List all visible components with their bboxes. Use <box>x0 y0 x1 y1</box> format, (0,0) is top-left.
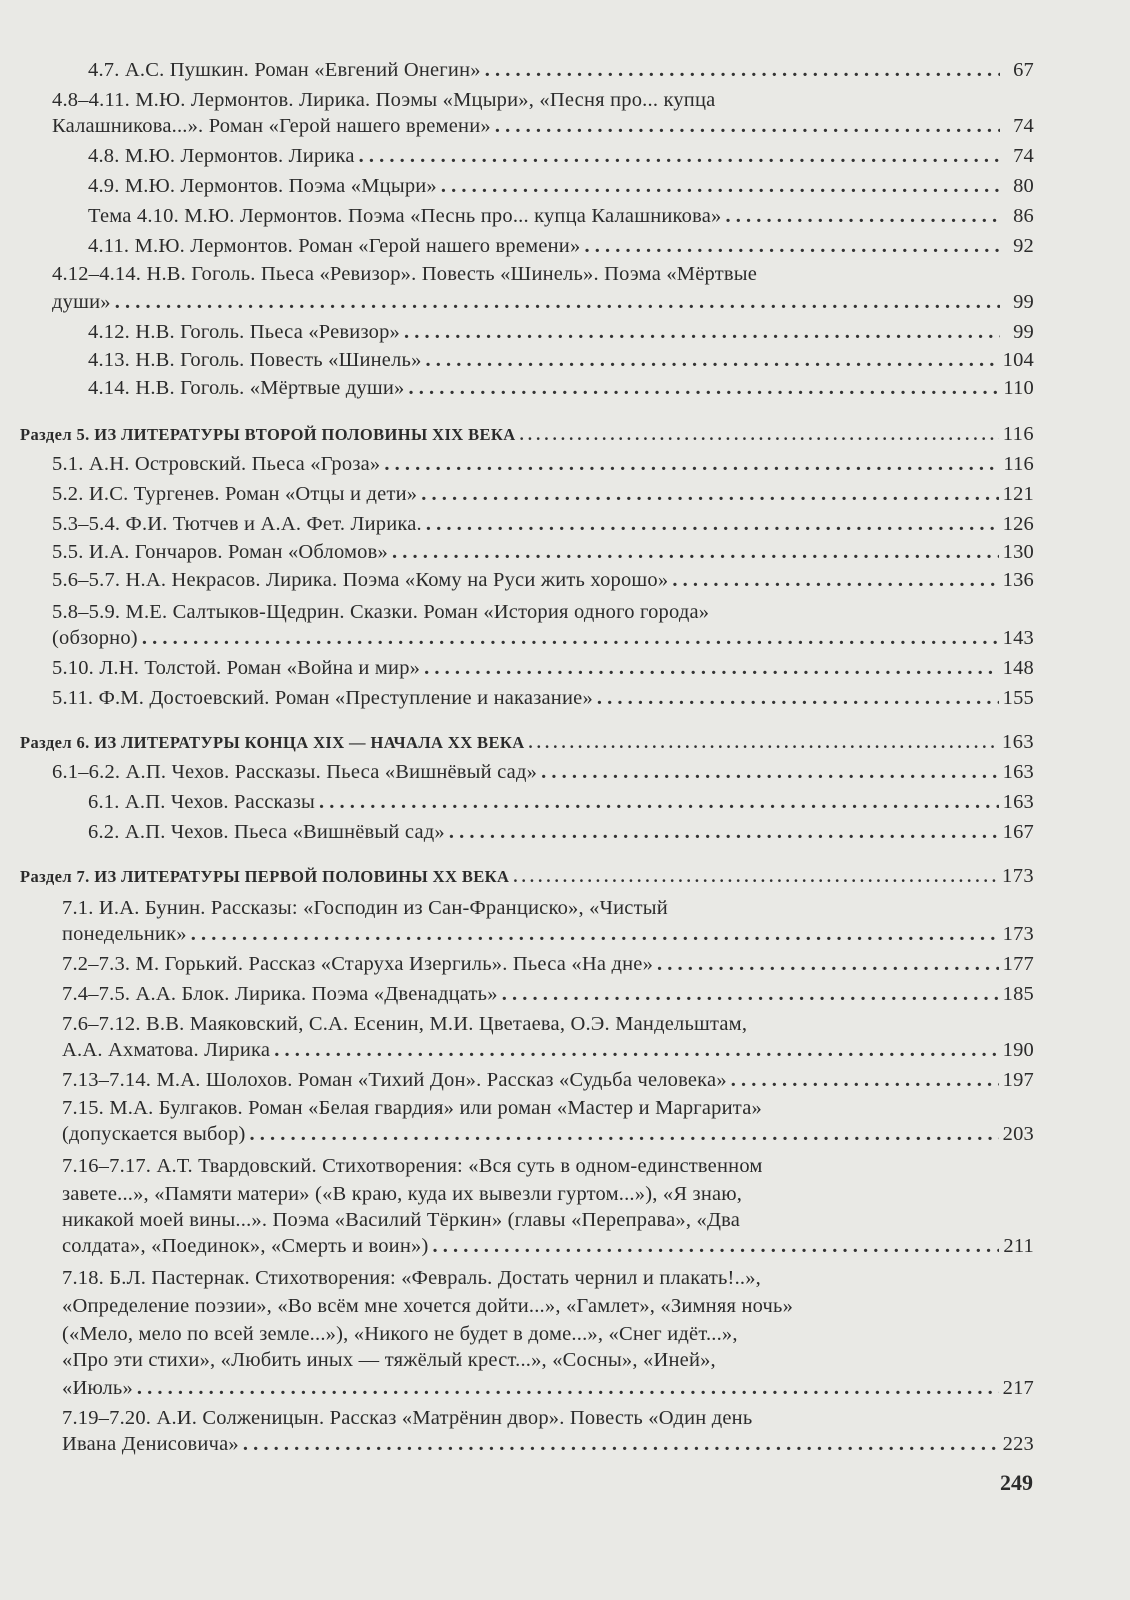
dot-leader <box>597 684 999 712</box>
toc-page-number: 110 <box>1003 377 1034 399</box>
toc-entry-title: 4.14. Н.В. Гоголь. «Мёртвые души» <box>88 377 405 399</box>
dot-leader <box>502 980 999 1008</box>
dot-leader <box>513 863 998 891</box>
toc-entry-title: «Июль» <box>62 1377 133 1399</box>
toc-entry[interactable] <box>62 1036 1034 1064</box>
toc-entry[interactable] <box>88 374 1034 402</box>
toc-page-number: 74 <box>1013 145 1034 167</box>
toc-page-number: 163 <box>1002 761 1034 783</box>
toc-entry-title-line[interactable]: «Про эти стихи», «Любить иных — тяжёлый крест...», «Сосны», «Иней», <box>62 1349 716 1371</box>
toc-entry-title: 7.2–7.3. М. Горький. Рассказ «Старуха Изергиль». Пьеса «На дне» <box>62 953 654 975</box>
dot-leader <box>115 288 1000 316</box>
dot-leader <box>725 202 1000 230</box>
toc-entry[interactable] <box>52 624 1034 652</box>
toc-entry-title: А.А. Ахматова. Лирика <box>62 1039 271 1061</box>
toc-section-title: Раздел 7. ИЗ ЛИТЕРАТУРЫ ПЕРВОЙ ПОЛОВИНЫ XX ВЕКА <box>20 867 510 886</box>
toc-entry-title-line[interactable]: «Определение поэзии», «Во всём мне хочется дойти...», «Гамлет», «Зимняя ночь» <box>62 1295 794 1317</box>
toc-entry[interactable] <box>88 142 1034 170</box>
dot-leader <box>142 624 999 652</box>
toc-entry[interactable] <box>88 56 1034 84</box>
dot-leader <box>672 566 998 594</box>
toc-entry-title-line[interactable]: 7.1. И.А. Бунин. Рассказы: «Господин из Сан-Франциско», «Чистый <box>62 897 668 919</box>
toc-entry[interactable] <box>62 1066 1034 1094</box>
toc-section-heading[interactable] <box>20 420 1034 449</box>
dot-leader <box>657 950 999 978</box>
toc-page-number: 173 <box>1002 923 1034 945</box>
dot-leader <box>191 920 999 948</box>
toc-page-number: 197 <box>1002 1069 1034 1091</box>
dot-leader <box>584 232 1000 260</box>
toc-entry-title: 7.13–7.14. М.А. Шолохов. Роман «Тихий Дон». Рассказ «Судьба человека» <box>62 1069 727 1091</box>
dot-leader <box>319 788 999 816</box>
toc-entry[interactable] <box>88 788 1034 816</box>
toc-entry-title: 5.2. И.С. Тургенев. Роман «Отцы и дети» <box>52 483 418 505</box>
toc-page-number: 80 <box>1013 175 1034 197</box>
toc-entry-title: Тема 4.10. М.Ю. Лермонтов. Поэма «Песнь про... купца Калашникова» <box>88 205 722 227</box>
toc-entry-title: 5.11. Ф.М. Достоевский. Роман «Преступление и наказание» <box>52 687 593 709</box>
toc-page-number: 92 <box>1013 235 1034 257</box>
dot-leader <box>421 480 998 508</box>
toc-entry-title-line[interactable]: 7.19–7.20. А.И. Солженицын. Рассказ «Матрёнин двор». Повесть «Один день <box>62 1407 753 1429</box>
toc-entry-title: 4.7. А.С. Пушкин. Роман «Евгений Онегин» <box>88 59 481 81</box>
toc-entry[interactable] <box>52 288 1034 316</box>
dot-leader <box>449 818 999 846</box>
toc-entry[interactable] <box>88 818 1034 846</box>
dot-leader <box>441 172 1000 200</box>
toc-entry-title: 7.4–7.5. А.А. Блок. Лирика. Поэма «Двенадцать» <box>62 983 498 1005</box>
toc-entry-title: 4.8. М.Ю. Лермонтов. Лирика <box>88 145 355 167</box>
dot-leader <box>495 112 1000 140</box>
toc-entry[interactable] <box>52 566 1034 594</box>
toc-page-number: 86 <box>1013 205 1034 227</box>
dot-leader <box>541 758 999 786</box>
dot-leader <box>485 56 1000 84</box>
toc-entry-title-line[interactable]: 7.15. М.А. Булгаков. Роман «Белая гвардия» или роман «Мастер и Маргарита» <box>62 1097 762 1119</box>
toc-entry-title-line[interactable]: («Мело, мело по всей земле...»), «Никого не будет в доме...», «Снег идёт...», <box>62 1323 738 1345</box>
toc-page-number: 163 <box>1002 791 1034 813</box>
dot-leader <box>424 654 999 682</box>
toc-entry[interactable] <box>52 684 1034 712</box>
dot-leader <box>392 538 999 566</box>
toc-entry-title: 4.9. М.Ю. Лермонтов. Поэма «Мцыри» <box>88 175 437 197</box>
toc-entry[interactable] <box>52 450 1034 478</box>
toc-entry-title: Калашникова...». Роман «Герой нашего времени» <box>52 115 491 137</box>
toc-page-number: 223 <box>1002 1433 1034 1455</box>
toc-page-number: 99 <box>1013 291 1034 313</box>
toc-entry-title-line[interactable]: 7.6–7.12. В.В. Маяковский, С.А. Есенин, М.И. Цветаева, О.Э. Мандельштам, <box>62 1013 748 1035</box>
toc-entry-title-line[interactable]: никакой моей вины...». Поэма «Василий Тёркин» (главы «Переправа», «Два <box>62 1209 741 1231</box>
toc-entry-title: Ивана Денисовича» <box>62 1433 239 1455</box>
toc-page-number: 177 <box>1002 953 1034 975</box>
toc-entry[interactable] <box>52 654 1034 682</box>
toc-section-title: Раздел 5. ИЗ ЛИТЕРАТУРЫ ВТОРОЙ ПОЛОВИНЫ XIX ВЕКА <box>20 425 516 444</box>
toc-entry-title: 4.13. Н.В. Гоголь. Повесть «Шинель» <box>88 349 422 371</box>
toc-entry-title: 4.11. М.Ю. Лермонтов. Роман «Герой нашего времени» <box>88 235 581 257</box>
toc-entry-title-line[interactable]: завете...», «Памяти матери» («В краю, куда их вывезли гуртом...»), «Я знаю, <box>62 1183 743 1205</box>
toc-entry-title: 4.12. Н.В. Гоголь. Пьеса «Ревизор» <box>88 321 400 343</box>
toc-entry-title: понедельник» <box>62 923 187 945</box>
dot-leader <box>404 318 1000 346</box>
toc-entry[interactable] <box>62 980 1034 1008</box>
toc-section-title: Раздел 6. ИЗ ЛИТЕРАТУРЫ КОНЦА XIX — НАЧАЛА XX ВЕКА <box>20 733 525 752</box>
toc-page-number: 136 <box>1002 569 1034 591</box>
toc-entry-title: 5.1. А.Н. Островский. Пьеса «Гроза» <box>52 453 381 475</box>
toc-page-number: 116 <box>1002 423 1034 445</box>
toc-entry-title-line[interactable]: 4.8–4.11. М.Ю. Лермонтов. Лирика. Поэмы «Мцыри», «Песня про... купца <box>52 89 716 111</box>
dot-leader <box>731 1066 999 1094</box>
toc-page-number: 167 <box>1002 821 1034 843</box>
toc-page-number: 163 <box>1002 731 1034 753</box>
toc-page-number: 217 <box>1002 1377 1034 1399</box>
toc-entry[interactable] <box>62 920 1034 948</box>
toc-entry-title: 5.6–5.7. Н.А. Некрасов. Лирика. Поэма «Кому на Руси жить хорошо» <box>52 569 669 591</box>
toc-page-number: 67 <box>1013 59 1034 81</box>
toc-page-number: 121 <box>1002 483 1034 505</box>
toc-entry[interactable] <box>88 232 1034 260</box>
toc-entry[interactable] <box>62 1374 1034 1402</box>
toc-page-number: 126 <box>1002 513 1034 535</box>
toc-page-number: 99 <box>1013 321 1034 343</box>
dot-leader <box>520 421 999 449</box>
toc-page-number: 104 <box>1002 349 1034 371</box>
toc-entry[interactable] <box>88 172 1034 200</box>
toc-page-number: 143 <box>1002 627 1034 649</box>
toc-section-heading[interactable] <box>20 728 1034 757</box>
toc-entry[interactable] <box>88 318 1034 346</box>
toc-entry-title-line[interactable]: 7.16–7.17. А.Т. Твардовский. Стихотворения: «Вся суть в одном-единственном <box>62 1155 763 1177</box>
toc-entry[interactable] <box>62 1120 1034 1148</box>
toc-entry-title: 5.5. И.А. Гончаров. Роман «Обломов» <box>52 541 388 563</box>
toc-entry[interactable] <box>62 950 1034 978</box>
dot-leader <box>408 374 999 402</box>
toc-page-number: 148 <box>1002 657 1034 679</box>
toc-entry[interactable] <box>88 346 1034 374</box>
toc-page-number: 155 <box>1002 687 1034 709</box>
toc-entry-title: (обзорно) <box>52 627 138 649</box>
toc-entry[interactable] <box>52 758 1034 786</box>
dot-leader <box>137 1374 999 1402</box>
dot-leader <box>359 142 1000 170</box>
dot-leader <box>426 510 999 538</box>
toc-section-heading[interactable] <box>20 862 1034 891</box>
toc-entry[interactable] <box>62 1232 1034 1260</box>
toc-entry[interactable] <box>52 112 1034 140</box>
dot-leader <box>384 450 999 478</box>
dot-leader <box>426 346 999 374</box>
toc-entry[interactable] <box>88 202 1034 230</box>
toc-entry-title: души» <box>52 291 111 313</box>
toc-page-number: 190 <box>1002 1039 1034 1061</box>
toc-entry-title-line[interactable]: 7.18. Б.Л. Пастернак. Стихотворения: «Февраль. Достать чернил и плакать!..», <box>62 1267 761 1289</box>
dot-leader <box>433 1232 1000 1260</box>
dot-leader <box>274 1036 998 1064</box>
toc-entry[interactable] <box>52 510 1034 538</box>
toc-entry-title-line[interactable]: 5.8–5.9. М.Е. Салтыков-Щедрин. Сказки. Роман «История одного города» <box>52 601 710 623</box>
toc-entry[interactable] <box>62 1430 1034 1458</box>
toc-page-number: 211 <box>1003 1235 1034 1257</box>
toc-entry-title-line[interactable]: 4.12–4.14. Н.В. Гоголь. Пьеса «Ревизор». Повесть «Шинель». Поэма «Мёртвые <box>52 263 758 285</box>
toc-entry-title: солдата», «Поединок», «Смерть и воин») <box>62 1235 429 1257</box>
toc-entry-title: (допускается выбор) <box>62 1123 246 1145</box>
toc-page-number: 116 <box>1003 453 1034 475</box>
toc-entry-title: 6.1–6.2. А.П. Чехов. Рассказы. Пьеса «Вишнёвый сад» <box>52 761 538 783</box>
toc-entry-title: 6.1. А.П. Чехов. Рассказы <box>88 791 315 813</box>
toc-page-number: 74 <box>1013 115 1034 137</box>
toc-page-number: 203 <box>1002 1123 1034 1145</box>
toc-entry[interactable] <box>52 538 1034 566</box>
toc-page-number: 185 <box>1002 983 1034 1005</box>
dot-leader <box>243 1430 999 1458</box>
toc-page-number: 130 <box>1002 541 1034 563</box>
dot-leader <box>529 729 999 757</box>
toc-entry-title: 6.2. А.П. Чехов. Пьеса «Вишнёвый сад» <box>88 821 445 843</box>
toc-entry-title: 5.3–5.4. Ф.И. Тютчев и А.А. Фет. Лирика. <box>52 513 422 535</box>
toc-entry-title: 5.10. Л.Н. Толстой. Роман «Война и мир» <box>52 657 421 679</box>
dot-leader <box>250 1120 999 1148</box>
toc-page-number: 173 <box>1002 865 1034 887</box>
toc-entry[interactable] <box>52 480 1034 508</box>
page-number-folio: 249 <box>1000 1470 1033 1495</box>
